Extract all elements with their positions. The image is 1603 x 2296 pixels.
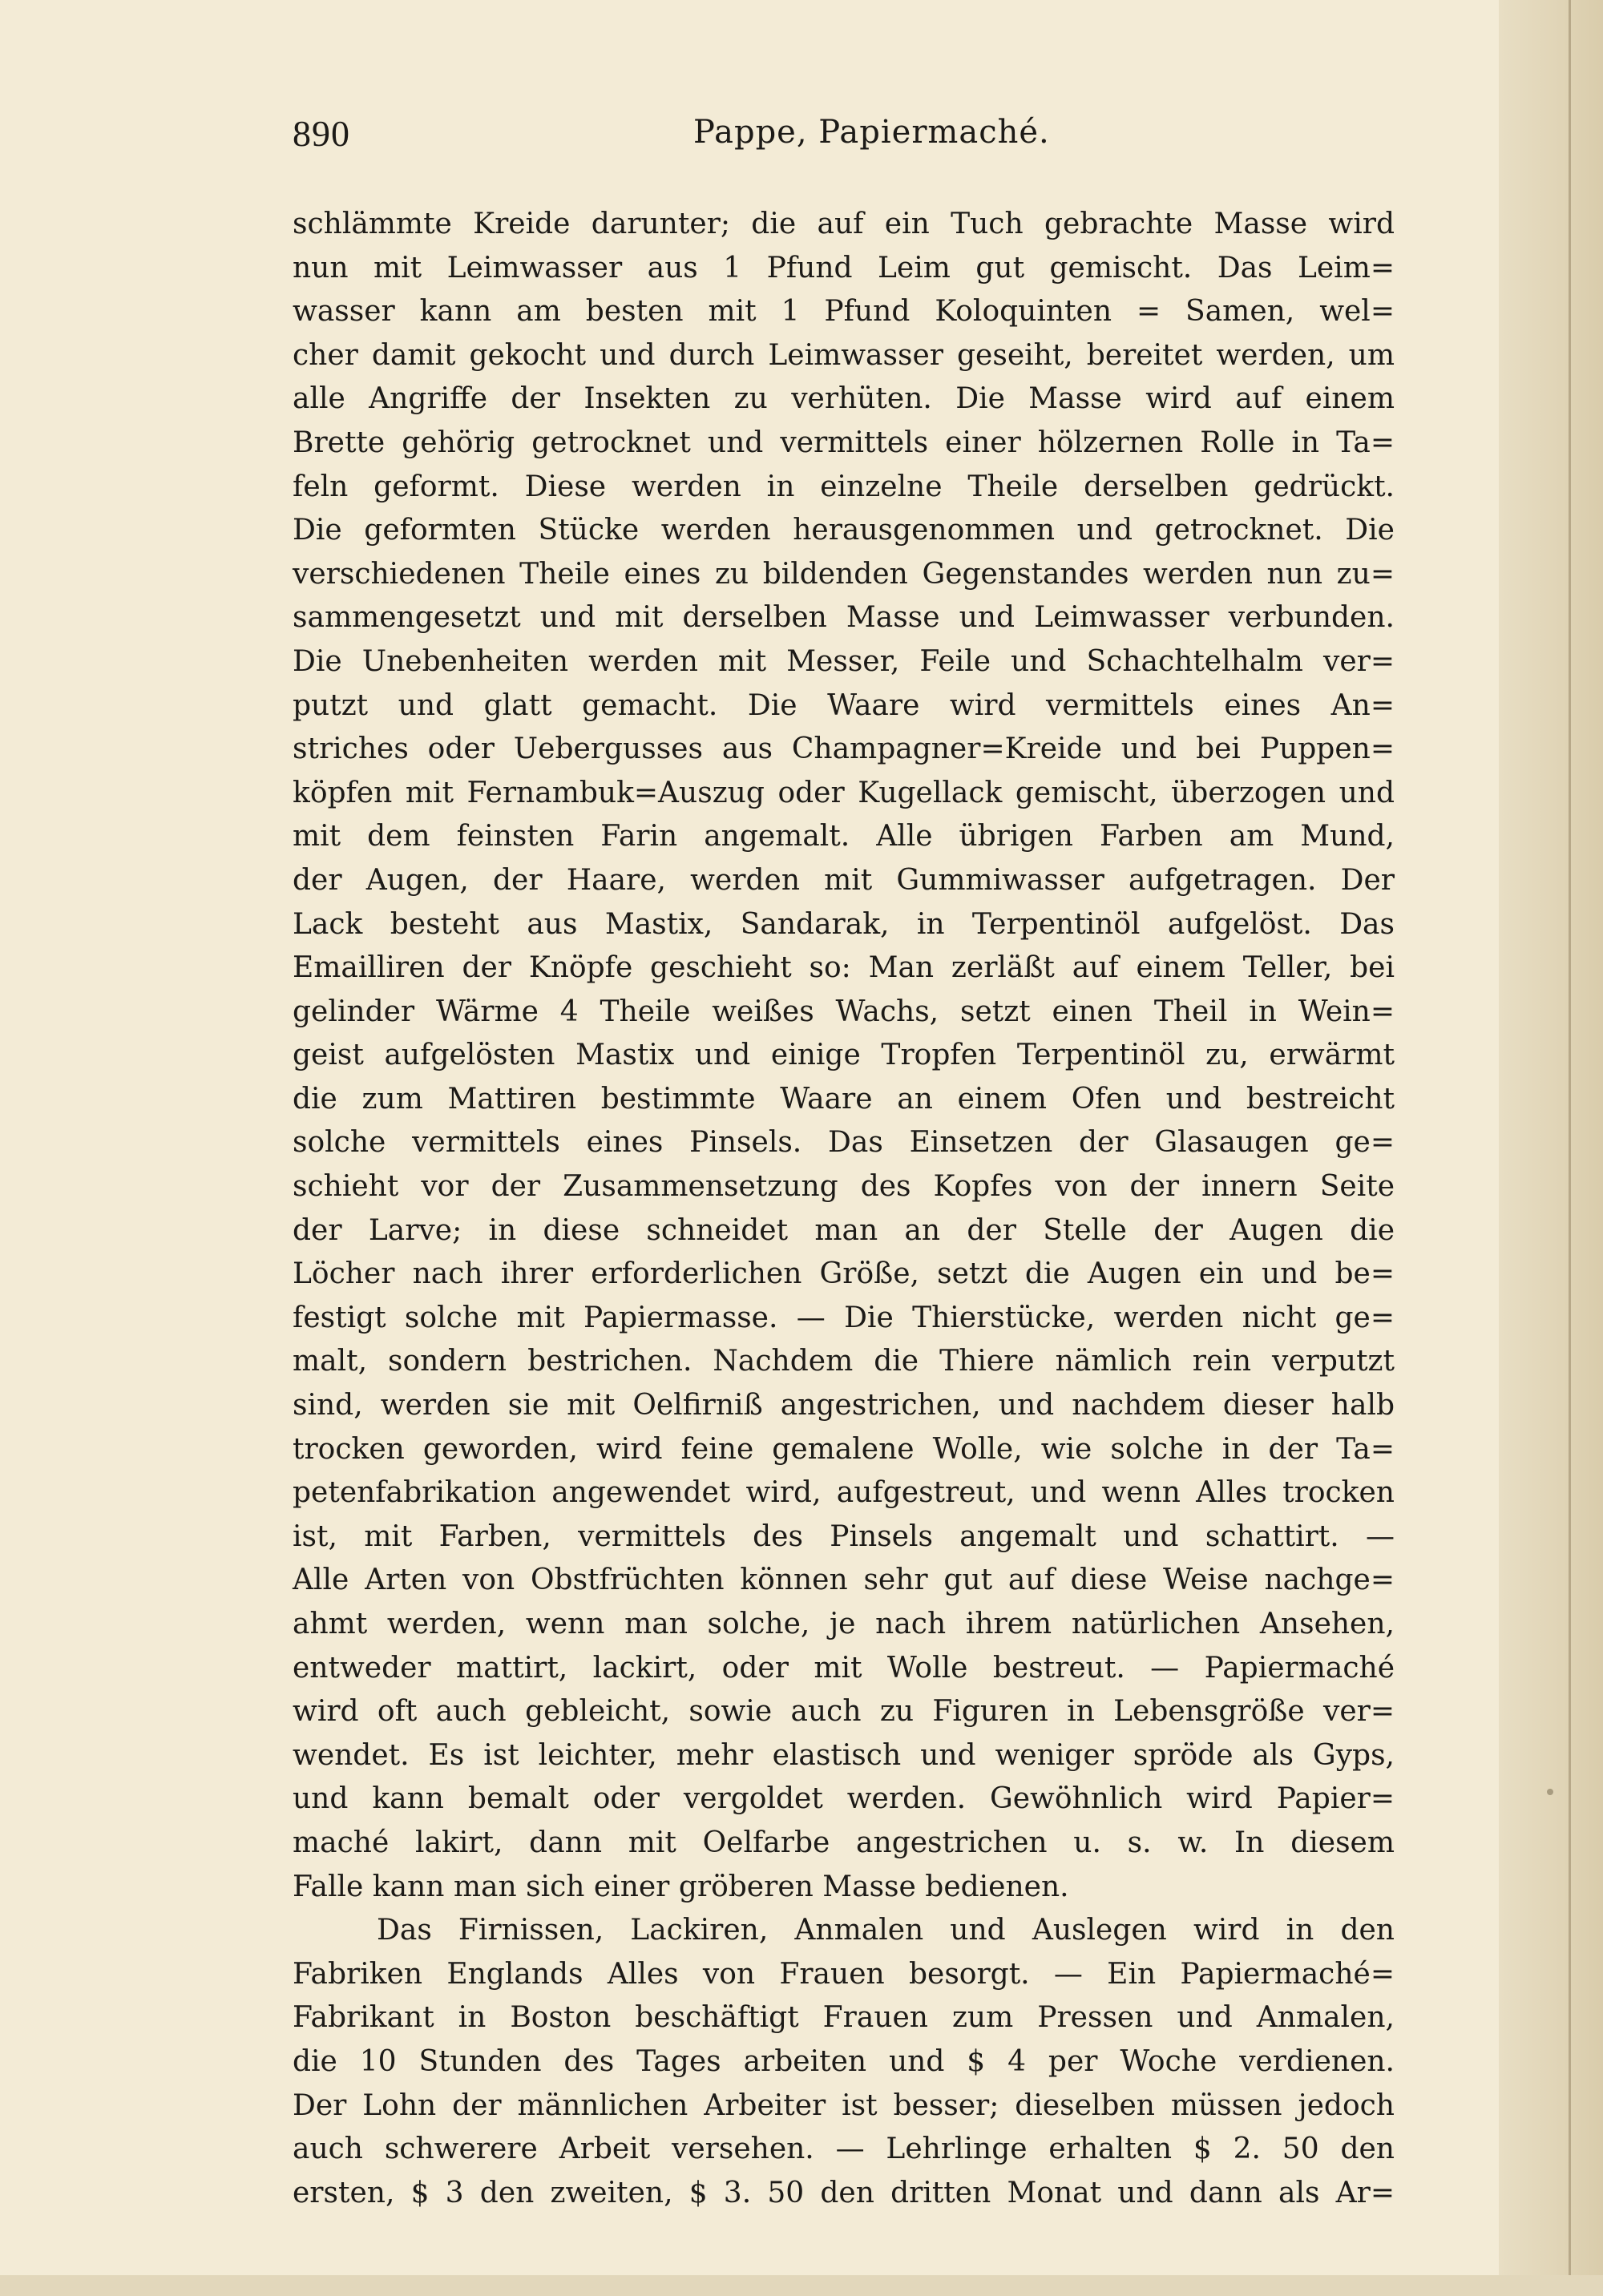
text-line: gelinder Wärme 4 Theile weißes Wachs, setzt einen Theil in Wein=: [293, 995, 1395, 1028]
page-header: [293, 112, 1395, 168]
text-line: feln geformt. Diese werden in einzelne Theile derselben gedrückt.: [293, 470, 1395, 503]
paragraph-end-line: Falle kann man sich einer gröberen Masse bedienen.: [293, 1870, 1069, 1903]
text-line: striches oder Uebergusses aus Champagner=Kreide und bei Puppen=: [293, 732, 1395, 766]
text-line: mit dem feinsten Farin angemalt. Alle übrigen Farben am Mund,: [293, 820, 1395, 853]
text-line: wird oft auch gebleicht, sowie auch zu Figuren in Lebensgröße ver=: [293, 1695, 1395, 1729]
text-line: cher damit gekocht und durch Leimwasser geseiht, bereitet werden, um: [293, 338, 1395, 372]
text-line: Die Unebenheiten werden mit Messer, Feile und Schachtelhalm ver=: [293, 644, 1395, 678]
text-line: verschiedenen Theile eines zu bildenden Gegenstandes werden nun zu=: [293, 557, 1395, 591]
text-line: solche vermittels eines Pinsels. Das Einsetzen der Glasaugen ge=: [293, 1126, 1395, 1160]
page-number: 890: [293, 113, 350, 154]
text-line: ist, mit Farben, vermittels des Pinsels angemalt und schattirt. —: [293, 1519, 1395, 1553]
text-line: die zum Mattiren bestimmte Waare an einem Ofen und bestreicht: [293, 1082, 1395, 1116]
text-line: Alle Arten von Obstfrüchten können sehr gut auf diese Weise nachge=: [293, 1564, 1395, 1597]
page-edge-shadow: [1499, 0, 1603, 2296]
running-head: Pappe, Papiermaché.: [693, 114, 1050, 151]
text-line: ersten, $ 3 den zweiten, $ 3. 50 den dritten Monat und dann als Ar=: [293, 2176, 1395, 2209]
text-line: Fabriken Englands Alles von Frauen besorgt. — Ein Papiermaché=: [293, 1957, 1395, 1991]
text-line: Die geformten Stücke werden herausgenommen und getrocknet. Die: [293, 514, 1395, 547]
text-line: wendet. Es ist leichter, mehr elastisch und weniger spröde als Gyps,: [293, 1738, 1395, 1772]
text-line: geist aufgelösten Mastix und einige Tropfen Terpentinöl zu, erwärmt: [293, 1039, 1395, 1072]
page-edge-line: [1569, 0, 1571, 2296]
text-line: festigt solche mit Papiermasse. — Die Thierstücke, werden nicht ge=: [293, 1301, 1395, 1334]
text-line: auch schwerere Arbeit versehen. — Lehrlinge erhalten $ 2. 50 den: [293, 2133, 1395, 2166]
body-text: [293, 203, 1395, 2215]
text-line: Fabrikant in Boston beschäftigt Frauen zum Pressen und Anmalen,: [293, 2001, 1395, 2035]
bottom-scan-band: [0, 2275, 1603, 2296]
text-line: wasser kann am besten mit 1 Pfund Koloquinten = Samen, wel=: [293, 295, 1395, 329]
text-line: schieht vor der Zusammensetzung des Kopfes von der innern Seite: [293, 1170, 1395, 1204]
text-line: der Larve; in diese schneidet man an der Stelle der Augen die: [293, 1213, 1395, 1247]
text-line: sammengesetzt und mit derselben Masse und Leimwasser verbunden.: [293, 601, 1395, 635]
text-line: trocken geworden, wird feine gemalene Wolle, wie solche in der Ta=: [293, 1432, 1395, 1466]
text-line: maché lakirt, dann mit Oelfarbe angestrichen u. s. w. In diesem: [293, 1826, 1395, 1859]
text-line: Lack besteht aus Mastix, Sandarak, in Terpentinöl aufgelöst. Das: [293, 907, 1395, 941]
text-line: köpfen mit Fernambuk=Auszug oder Kugellack gemischt, überzogen und: [293, 776, 1395, 809]
text-line: alle Angriffe der Insekten zu verhüten. Die Masse wird auf einem: [293, 382, 1395, 416]
text-line: petenfabrikation angewendet wird, aufgestreut, und wenn Alles trocken: [293, 1476, 1395, 1510]
paragraph-start-line: Das Firnissen, Lackiren, Anmalen und Auslegen wird in den: [377, 1914, 1395, 1947]
text-line: Der Lohn der männlichen Arbeiter ist besser; dieselben müssen jedoch: [293, 2088, 1395, 2122]
text-line: malt, sondern bestrichen. Nachdem die Thiere nämlich rein verputzt: [293, 1345, 1395, 1378]
text-line: Brette gehörig getrocknet und vermittels einer hölzernen Rolle in Ta=: [293, 426, 1395, 459]
text-line: schlämmte Kreide darunter; die auf ein Tuch gebrachte Masse wird: [293, 208, 1395, 240]
text-line: ahmt werden, wenn man solche, je nach ihrem natürlichen Ansehen,: [293, 1608, 1395, 1640]
text-line: und kann bemalt oder vergoldet werden. Gewöhnlich wird Papier=: [293, 1782, 1395, 1816]
text-line: der Augen, der Haare, werden mit Gummiwasser aufgetragen. Der: [293, 863, 1395, 897]
text-line: Emailliren der Knöpfe geschieht so: Man zerläßt auf einem Teller, bei: [293, 951, 1395, 985]
text-line: putzt und glatt gemacht. Die Waare wird vermittels eines An=: [293, 688, 1395, 722]
text-line: Löcher nach ihrer erforderlichen Größe, setzt die Augen ein und be=: [293, 1257, 1395, 1291]
text-line: sind, werden sie mit Oelfirniß angestrichen, und nachdem dieser halb: [293, 1389, 1395, 1422]
text-line: die 10 Stunden des Tages arbeiten und $ 4 per Woche verdienen.: [293, 2044, 1395, 2078]
text-line: entweder mattirt, lackirt, oder mit Wolle bestreut. — Papiermaché: [293, 1651, 1395, 1685]
text-line: nun mit Leimwasser aus 1 Pfund Leim gut gemischt. Das Leim=: [293, 251, 1395, 284]
edge-speck: [1547, 1789, 1553, 1795]
